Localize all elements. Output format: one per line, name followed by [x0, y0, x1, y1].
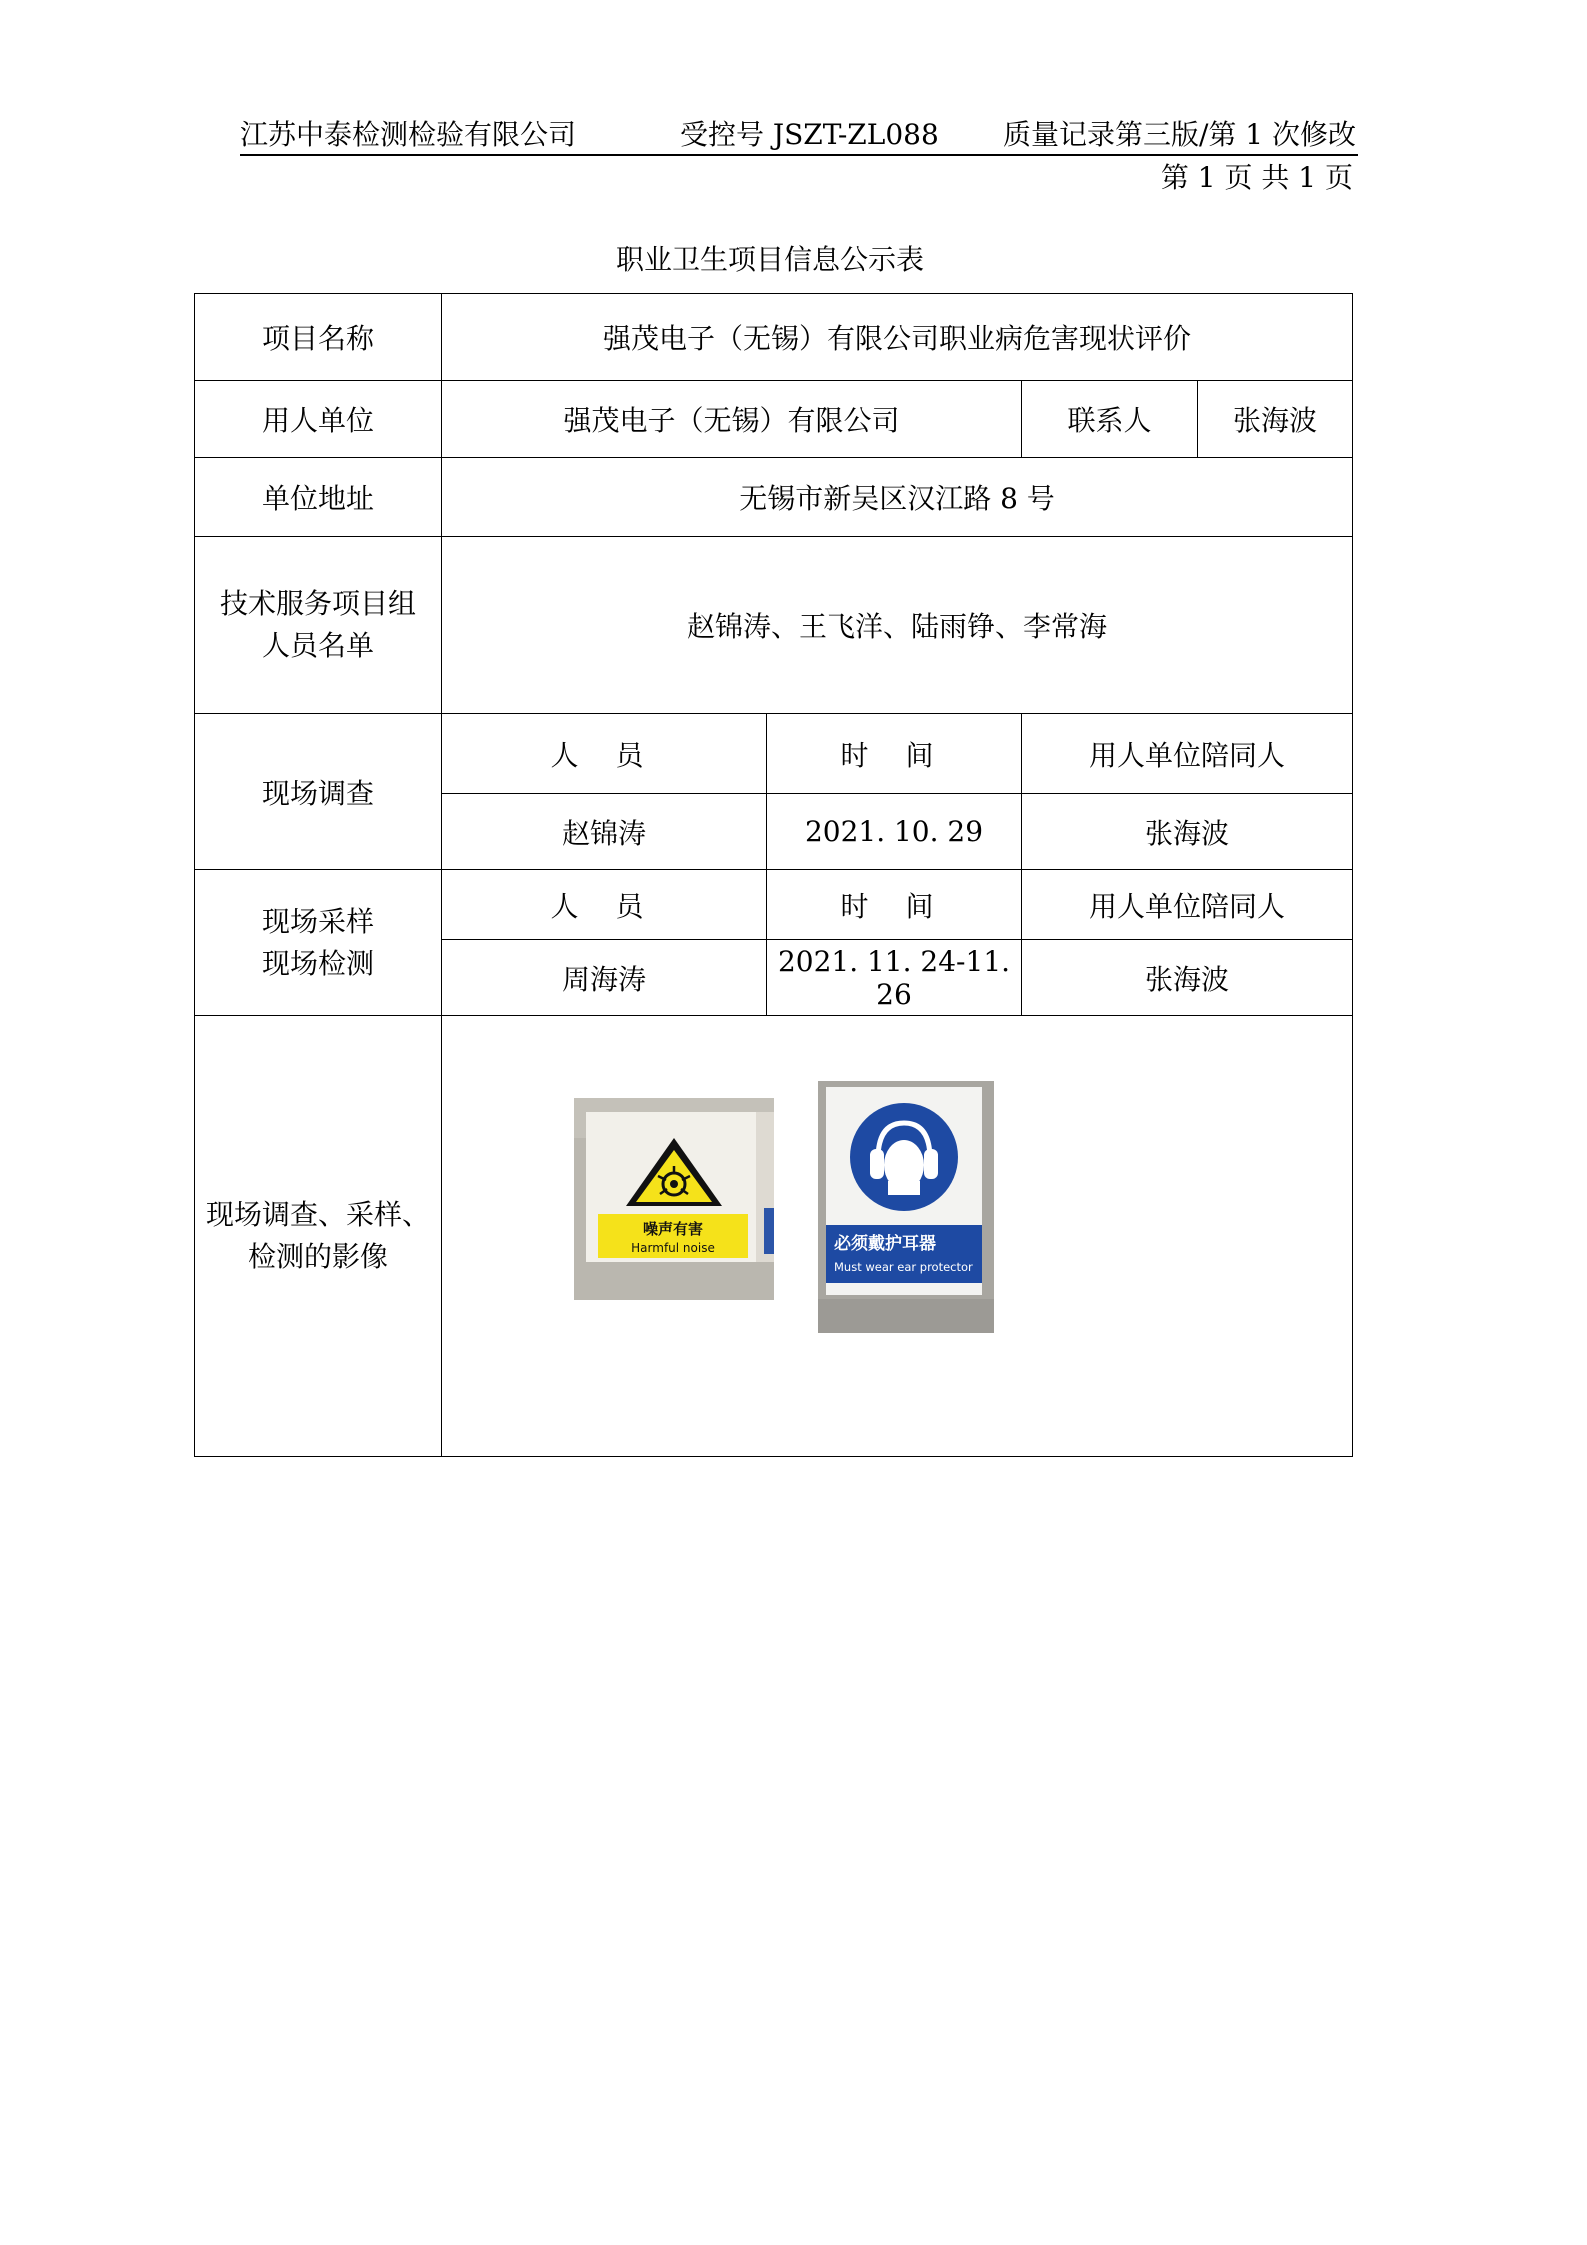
- sampling-escort: 张海波: [1022, 940, 1353, 1016]
- survey-col-time: 时 间: [767, 714, 1022, 794]
- survey-escort: 张海波: [1022, 794, 1353, 870]
- address-label: 单位地址: [195, 458, 442, 537]
- survey-time: 2021. 10. 29: [767, 794, 1022, 870]
- row-sampling-header: [195, 870, 1353, 940]
- survey-col-person: 人 员: [442, 714, 767, 794]
- row-team: [195, 537, 1353, 714]
- document-title: 职业卫生项目信息公示表: [615, 243, 924, 276]
- employer-value: 强茂电子（无锡）有限公司: [442, 381, 1022, 458]
- row-employer: [195, 381, 1353, 458]
- team-label: [195, 537, 442, 714]
- page-number: 第 1 页 共 1 页: [1160, 161, 1353, 194]
- images-label-line2: 检测的影像: [247, 1240, 388, 1273]
- header-version: 质量记录第三版/第 1 次修改: [1002, 118, 1356, 151]
- address-value: 无锡市新吴区汉江路 8 号: [442, 458, 1353, 537]
- info-table: [194, 293, 1353, 1457]
- sign1-en-text: Harmful noise: [631, 1241, 715, 1255]
- images-label-line1: 现场调查、采样、: [205, 1198, 430, 1231]
- sampling-person: 周海涛: [442, 940, 767, 1016]
- header-control-number: 受控号 JSZT-ZL088: [680, 118, 939, 151]
- project-name-value: 强茂电子（无锡）有限公司职业病危害现状评价: [442, 294, 1353, 381]
- project-name-label: 项目名称: [195, 294, 442, 381]
- contact-label: 联系人: [1022, 381, 1198, 458]
- sampling-col-time: 时 间: [767, 870, 1022, 940]
- employer-label: 用人单位: [195, 381, 442, 458]
- team-label-line1: 技术服务项目组: [219, 587, 416, 620]
- row-survey-header: [195, 714, 1353, 794]
- sampling-label-line2: 现场检测: [261, 946, 374, 980]
- ear-protector-photo: [818, 1081, 994, 1333]
- sign2-cn-text: 必须戴护耳器: [834, 1234, 936, 1254]
- sampling-label: [195, 870, 442, 1016]
- header-company: 江苏中泰检测检验有限公司: [240, 118, 577, 151]
- images-label: [195, 1016, 442, 1457]
- row-images: [195, 1016, 1353, 1457]
- images-cell: [442, 1016, 1353, 1457]
- survey-label: 现场调查: [195, 714, 442, 870]
- sampling-col-person: 人 员: [442, 870, 767, 940]
- survey-person: 赵锦涛: [442, 794, 767, 870]
- sampling-time: 2021. 11. 24-11. 26: [767, 940, 1022, 1016]
- contact-value: 张海波: [1198, 381, 1353, 458]
- sampling-label-line1: 现场采样: [261, 904, 374, 938]
- harmful-noise-photo: [574, 1098, 774, 1300]
- survey-col-escort: 用人单位陪同人: [1022, 714, 1353, 794]
- team-value: 赵锦涛、王飞洋、陆雨铮、李常海: [442, 537, 1353, 714]
- photo-area: [442, 1016, 1352, 1456]
- sign2-en-text: Must wear ear protector: [834, 1260, 973, 1274]
- row-address: [195, 458, 1353, 537]
- sign1-cn-text: 噪声有害: [642, 1220, 704, 1238]
- team-label-line2: 人员名单: [261, 629, 374, 662]
- row-project-name: [195, 294, 1353, 381]
- sampling-col-escort: 用人单位陪同人: [1022, 870, 1353, 940]
